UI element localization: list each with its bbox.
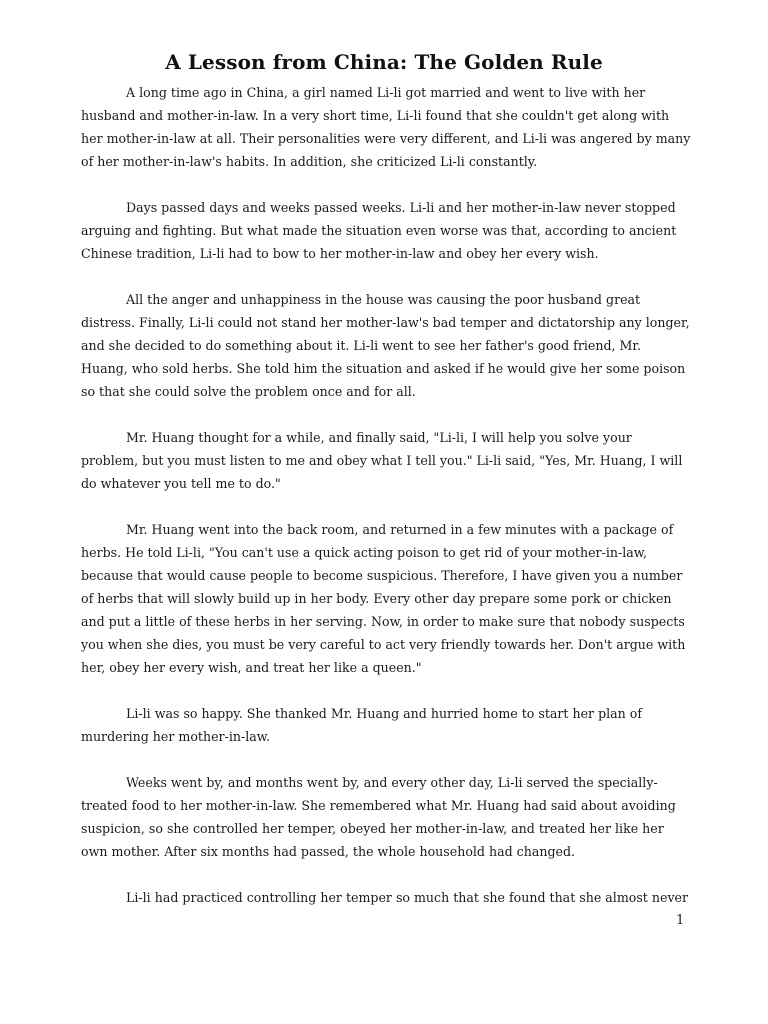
document-body bbox=[81, 81, 691, 932]
paragraph: Li-li had practiced controlling her temper so much that she found that she almost never bbox=[126, 890, 689, 905]
paragraph: Mr. Huang thought for a while, and finally said, "Li-li, I will help you solve your problem, but you must listen to me and obey what I tell you." Li-li said, "Yes, Mr. Huang, I will do whatever you tell me to do." bbox=[81, 430, 683, 491]
document-title: A Lesson from China: The Golden Rule bbox=[165, 50, 603, 74]
paragraph: Weeks went by, and months went by, and every other day, Li-li served the specially-treated food to her mother-in-law. She remembered what Mr. Huang had said about avoiding suspicion, so she controlled her temper, obeyed her mother-in-law, and treated her like her own mother. After six months had passed, the whole household had changed. bbox=[81, 775, 676, 859]
paragraph: Days passed days and weeks passed weeks. Li-li and her mother-in-law never stopped arguing and fighting. But what made the situation even worse was that, according to ancient Chinese tradition, Li-li had to bow to her mother-in-law and obey her every wish. bbox=[81, 200, 677, 261]
paragraph: A long time ago in China, a girl named Li-li got married and went to live with her husband and mother-in-law. In a very short time, Li-li found that she couldn't get along with her mother-in-law at all. Their personalities were very different, and Li-li was angered by many of her mother-in-law's habits. In addition, she criticized Li-li constantly. bbox=[81, 85, 691, 169]
paragraph: All the anger and unhappiness in the house was causing the poor husband great distress. Finally, Li-li could not stand her mother-law's bad temper and dictatorship any longer, and she decided to do something about it. Li-li went to see her father's good friend, Mr. Huang, who sold herbs. She told him the situation and asked if he would give her some poison so that she could solve the problem once and for all. bbox=[81, 292, 690, 399]
paragraph: Mr. Huang went into the back room, and returned in a few minutes with a package of herbs. He told Li-li, "You can't use a quick acting poison to get rid of your mother-in-law, because that would cause people to become suspicious. Therefore, I have given you a number of herbs that will slowly build up in her body. Every other day prepare some pork or chicken and put a little of these herbs in her serving. Now, in order to make sure that nobody suspects you when she dies, you must be very careful to act very friendly towards her. Don't argue with her, obey her every wish, and treat her like a queen." bbox=[81, 522, 686, 675]
paragraph: Li-li was so happy. She thanked Mr. Huang and hurried home to start her plan of murdering her mother-in-law. bbox=[81, 706, 643, 744]
page-number: 1 bbox=[676, 913, 685, 928]
